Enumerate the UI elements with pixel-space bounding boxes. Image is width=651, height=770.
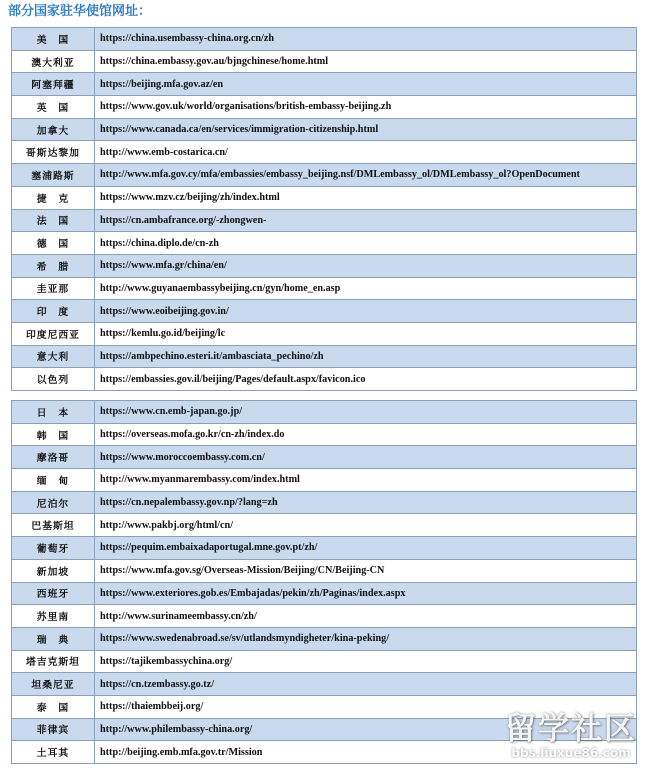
table-row <box>12 582 637 605</box>
table-row <box>12 446 637 469</box>
table-row <box>12 423 637 446</box>
embassy-url-cell[interactable]: https://kemlu.go.id/beijing/lc <box>95 322 637 345</box>
country-cell: 加拿大 <box>12 118 95 141</box>
embassy-url-cell[interactable]: https://pequim.embaixadaportugal.mne.gov.pt/zh/ <box>95 537 637 560</box>
country-cell: 韩 国 <box>12 423 95 446</box>
embassy-url-cell[interactable]: https://china.usembassy-china.org.cn/zh <box>95 28 637 51</box>
embassy-url-cell[interactable]: https://www.exteriores.gob.es/Embajadas/pekin/zh/Paginas/index.aspx <box>95 582 637 605</box>
country-cell: 坦桑尼亚 <box>12 673 95 696</box>
country-cell: 希 腊 <box>12 254 95 277</box>
table-row <box>12 96 637 119</box>
embassy-url-cell[interactable]: https://ambpechino.esteri.it/ambasciata_pechino/zh <box>95 345 637 368</box>
country-cell: 尼泊尔 <box>12 491 95 514</box>
embassy-url-cell[interactable]: https://beijing.mfa.gov.az/en <box>95 73 637 96</box>
country-cell: 菲律宾 <box>12 718 95 741</box>
embassy-url-cell[interactable]: https://www.swedenabroad.se/sv/utlandsmyndigheter/kina-peking/ <box>95 627 637 650</box>
embassy-url-cell[interactable]: https://china.diplo.de/cn-zh <box>95 232 637 255</box>
country-cell: 塞浦路斯 <box>12 164 95 187</box>
table-row <box>12 401 637 424</box>
country-cell: 泰 国 <box>12 695 95 718</box>
country-cell: 以色列 <box>12 368 95 391</box>
country-cell: 摩洛哥 <box>12 446 95 469</box>
country-cell: 哥斯达黎加 <box>12 141 95 164</box>
country-cell: 捷 克 <box>12 186 95 209</box>
embassy-url-cell[interactable]: http://www.mfa.gov.cy/mfa/embassies/embassy_beijing.nsf/DMLembassy_ol/DMLembassy_ol?OpenDocument <box>95 164 637 187</box>
embassy-url-cell[interactable]: https://www.mfa.gr/china/en/ <box>95 254 637 277</box>
embassy-url-cell[interactable]: https://www.eoibeijing.gov.in/ <box>95 300 637 323</box>
country-cell: 英 国 <box>12 96 95 119</box>
country-cell: 美 国 <box>12 28 95 51</box>
country-cell: 阿塞拜疆 <box>12 73 95 96</box>
embassy-url-cell[interactable]: https://embassies.gov.il/beijing/Pages/default.aspx/favicon.ico <box>95 368 637 391</box>
embassy-url-cell[interactable]: http://www.guyanaembassybeijing.cn/gyn/home_en.asp <box>95 277 637 300</box>
table-row <box>12 209 637 232</box>
table-row <box>12 118 637 141</box>
table-row <box>12 695 637 718</box>
embassy-url-cell[interactable]: https://china.embassy.gov.au/bjngchinese/home.html <box>95 50 637 73</box>
table-row <box>12 164 637 187</box>
embassy-url-cell[interactable]: https://cn.tzembassy.go.tz/ <box>95 673 637 696</box>
embassy-url-cell[interactable]: https://overseas.mofa.go.kr/cn-zh/index.do <box>95 423 637 446</box>
page-title: 部分国家驻华使馆网址： <box>8 4 152 19</box>
country-cell: 印度尼西亚 <box>12 322 95 345</box>
table-row <box>12 50 637 73</box>
table-row <box>12 627 637 650</box>
country-cell: 印 度 <box>12 300 95 323</box>
table-row <box>12 718 637 741</box>
watermark-main: 留学社区 <box>505 711 637 747</box>
table-row <box>12 277 637 300</box>
table-row <box>12 28 637 51</box>
embassy-url-cell[interactable]: https://tajikembassychina.org/ <box>95 650 637 673</box>
embassy-table-1 <box>11 27 637 391</box>
country-cell: 缅 甸 <box>12 469 95 492</box>
embassy-url-cell[interactable]: https://cn.nepalembassy.gov.np/?lang=zh <box>95 491 637 514</box>
embassy-url-cell[interactable]: http://www.pakbj.org/html/cn/ <box>95 514 637 537</box>
table-row <box>12 469 637 492</box>
embassy-table-2 <box>11 400 637 764</box>
table-row <box>12 741 637 764</box>
table-row <box>12 559 637 582</box>
table-row <box>12 491 637 514</box>
table-row <box>12 254 637 277</box>
embassy-url-cell[interactable]: https://cn.ambafrance.org/-zhongwen- <box>95 209 637 232</box>
table-row <box>12 186 637 209</box>
country-cell: 澳大利亚 <box>12 50 95 73</box>
country-cell: 意大利 <box>12 345 95 368</box>
embassy-url-cell[interactable]: http://www.myanmarembassy.com/index.html <box>95 469 637 492</box>
country-cell: 日 本 <box>12 401 95 424</box>
watermark-url: bbs.liuxue86.com <box>511 746 631 760</box>
embassy-url-cell[interactable]: http://beijing.emb.mfa.gov.tr/Mission <box>95 741 637 764</box>
embassy-url-cell[interactable]: http://www.philembassy-china.org/ <box>95 718 637 741</box>
embassy-url-cell[interactable]: https://www.cn.emb-japan.go.jp/ <box>95 401 637 424</box>
country-cell: 苏里南 <box>12 605 95 628</box>
country-cell: 西班牙 <box>12 582 95 605</box>
table-row <box>12 605 637 628</box>
embassy-url-cell[interactable]: http://www.surinameembassy.cn/zh/ <box>95 605 637 628</box>
embassy-url-cell[interactable]: https://www.mzv.cz/beijing/zh/index.html <box>95 186 637 209</box>
country-cell: 圭亚那 <box>12 277 95 300</box>
table-row <box>12 232 637 255</box>
embassy-url-cell[interactable]: https://thaiembbeij.org/ <box>95 695 637 718</box>
embassy-url-cell[interactable]: https://www.gov.uk/world/organisations/british-embassy-beijing.zh <box>95 96 637 119</box>
table-row <box>12 141 637 164</box>
table-row <box>12 368 637 391</box>
table-row <box>12 345 637 368</box>
table-row <box>12 514 637 537</box>
country-cell: 法 国 <box>12 209 95 232</box>
country-cell: 德 国 <box>12 232 95 255</box>
table-row <box>12 673 637 696</box>
table-row <box>12 322 637 345</box>
country-cell: 塔吉克斯坦 <box>12 650 95 673</box>
table-row <box>12 300 637 323</box>
embassy-url-cell[interactable]: http://www.emb-costarica.cn/ <box>95 141 637 164</box>
table-row <box>12 73 637 96</box>
embassy-url-cell[interactable]: https://www.moroccoembassy.com.cn/ <box>95 446 637 469</box>
country-cell: 新加坡 <box>12 559 95 582</box>
country-cell: 葡萄牙 <box>12 537 95 560</box>
country-cell: 土耳其 <box>12 741 95 764</box>
embassy-url-cell[interactable]: https://www.canada.ca/en/services/immigration-citizenship.html <box>95 118 637 141</box>
country-cell: 巴基斯坦 <box>12 514 95 537</box>
table-row <box>12 650 637 673</box>
table-row <box>12 537 637 560</box>
country-cell: 瑞 典 <box>12 627 95 650</box>
embassy-url-cell[interactable]: https://www.mfa.gov.sg/Overseas-Mission/Beijing/CN/Beijing-CN <box>95 559 637 582</box>
